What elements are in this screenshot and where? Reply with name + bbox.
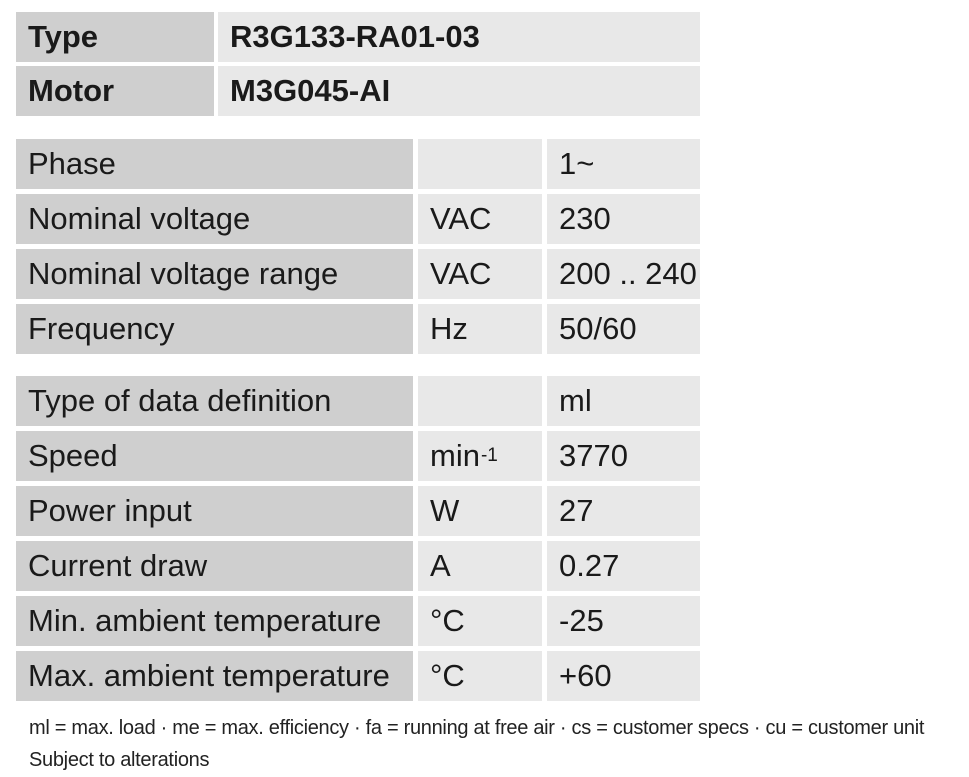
table-row-label: Max. ambient temperature <box>16 651 413 701</box>
type-label: Type <box>16 12 214 62</box>
table-row-label: Type of data definition <box>16 376 413 426</box>
table-row-value: 3770 <box>547 431 700 481</box>
type-value: R3G133-RA01-03 <box>218 12 700 62</box>
table-row-value: 50/60 <box>547 304 700 354</box>
table-row-value: +60 <box>547 651 700 701</box>
table-row-label: Power input <box>16 486 413 536</box>
table-row-value: ml <box>547 376 700 426</box>
table-row-label: Frequency <box>16 304 413 354</box>
unit-superscript: -1 <box>480 445 498 466</box>
table-row-unit <box>418 139 542 189</box>
table-row-unit <box>418 376 542 426</box>
table-row-value: 200 .. 240 <box>547 249 700 299</box>
table-row-label: Current draw <box>16 541 413 591</box>
table-row-unit: min -1 <box>418 431 542 481</box>
table-row-value: 230 <box>547 194 700 244</box>
motor-label: Motor <box>16 66 214 116</box>
table-row-value: 1~ <box>547 139 700 189</box>
table-row-value: 27 <box>547 486 700 536</box>
table-row-unit: °C <box>418 596 542 646</box>
table-row-label: Nominal voltage <box>16 194 413 244</box>
motor-value: M3G045-AI <box>218 66 700 116</box>
table-row-unit: VAC <box>418 249 542 299</box>
table-row-label: Speed <box>16 431 413 481</box>
table-row-unit: W <box>418 486 542 536</box>
table-row-unit: Hz <box>418 304 542 354</box>
table-row-unit: A <box>418 541 542 591</box>
table-row-unit: °C <box>418 651 542 701</box>
alteration-note: Subject to alterations <box>29 749 210 771</box>
table-row-label: Min. ambient temperature <box>16 596 413 646</box>
table-row-value: -25 <box>547 596 700 646</box>
table-row-unit: VAC <box>418 194 542 244</box>
table-row-value: 0.27 <box>547 541 700 591</box>
table-row-label: Phase <box>16 139 413 189</box>
abbreviation-legend: ml = max. load · me = max. efficiency · fa = running at free air · cs = customer specs · cu = customer unit <box>29 717 925 739</box>
table-row-label: Nominal voltage range <box>16 249 413 299</box>
